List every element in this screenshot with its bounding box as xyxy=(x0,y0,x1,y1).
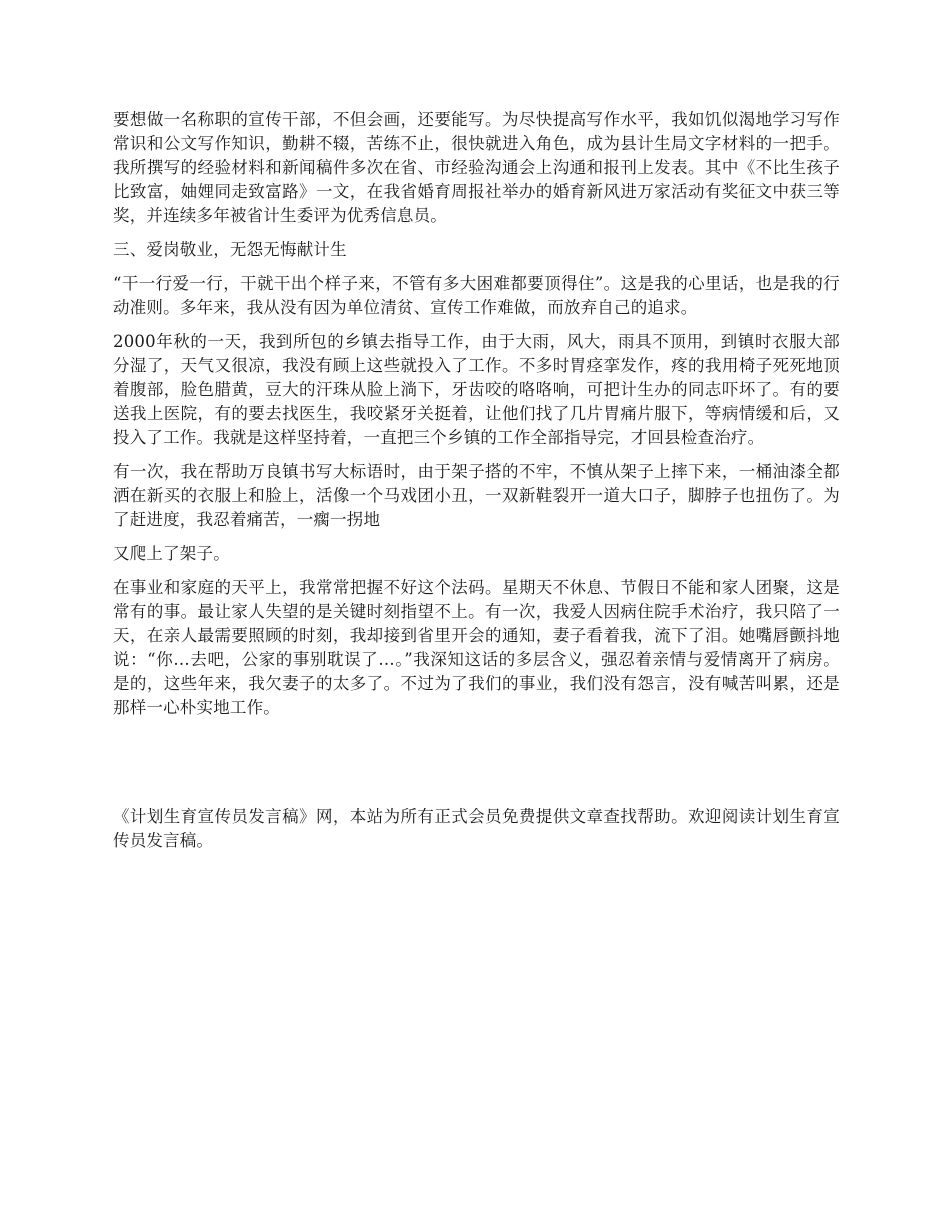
paragraph-autumn-2000: 2000年秋的一天，我到所包的乡镇去指导工作，由于大雨，风大，雨具不顶用，到镇时衣服大部分湿了，天气又很凉，我没有顾上这些就投入了工作。不多时胃痉挛发作，疼的我用椅子死死地顶着腹部，脸色腊黄，豆大的汗珠从脸上淌下，牙齿咬的咯咯响，可把计生办的同志吓坏了。有的要送我上医院，有的要去找医生，我咬紧牙关挺着，让他们找了几片胃痛片服下，等病情缓和后，又投入了工作。我就是这样坚持着，一直把三个乡镇的工作全部指导完，才回县检查治疗。 xyxy=(113,332,840,447)
section-heading: 三、爱岗敬业，无怨无悔献计生 xyxy=(113,240,347,259)
paragraph-family-balance: 在事业和家庭的天平上，我常常把握不好这个法码。星期天不休息、节假日不能和家人团聚，这是常有的事。最让家人失望的是关键时刻指望不上。有一次，我爱人因病住院手术治疗，我只陪了一天，在亲人最需要照顾的时刻，我却接到省里开会的通知，妻子看着我，流下了泪。她嘴唇颤抖地说：“你…去吧，公家的事别耽误了…。”我深知这话的多层含义，强忍着亲情与爱情离开了病房。是的，这些年来，我欠妻子的太多了。不过为了我们的事业，我们没有怨言，没有喊苦叫累，还是那样一心朴实地工作。 xyxy=(113,578,840,717)
article-body xyxy=(113,108,840,730)
paragraph-motto: “干一行爱一行，干就干出个样子来，不管有多大困难都要顶得住”。这是我的心里话，也是我的行动准则。多年来，我从没有因为单位清贫、宣传工作难做，而放弃自己的追求。 xyxy=(113,274,840,317)
site-footer-note: 《计划生育宣传员发言稿》网，本站为所有正式会员免费提供文章查找帮助。欢迎阅读计划生育宣传员发言稿。 xyxy=(113,807,840,850)
paragraph-climbed-back: 又爬上了架子。 xyxy=(113,544,230,563)
paragraph-scaffold-fall: 有一次，我在帮助万良镇书写大标语时，由于架子搭的不牢，不慎从架子上摔下来，一桶油漆全都洒在新买的衣服上和脸上，活像一个马戏团小丑，一双新鞋裂开一道大口子，脚脖子也扭伤了。为了赶进度，我忍着痛苦，一瘸一拐地 xyxy=(113,462,840,529)
paragraph-writing-skills: 要想做一名称职的宣传干部，不但会画，还要能写。为尽快提高写作水平，我如饥似渴地学习写作常识和公文写作知识，勤耕不辍，苦练不止，很快就进入角色，成为县计生局文字材料的一把手。我所撰写的经验材料和新闻稿件多次在省、市经验沟通会上沟通和报刊上发表。其中《不比生孩子比致富，妯娌同走致富路》一文，在我省婚育周报社举办的婚育新风进万家活动有奖征文中获三等奖，并连续多年被省计生委评为优秀信息员。 xyxy=(113,110,840,225)
